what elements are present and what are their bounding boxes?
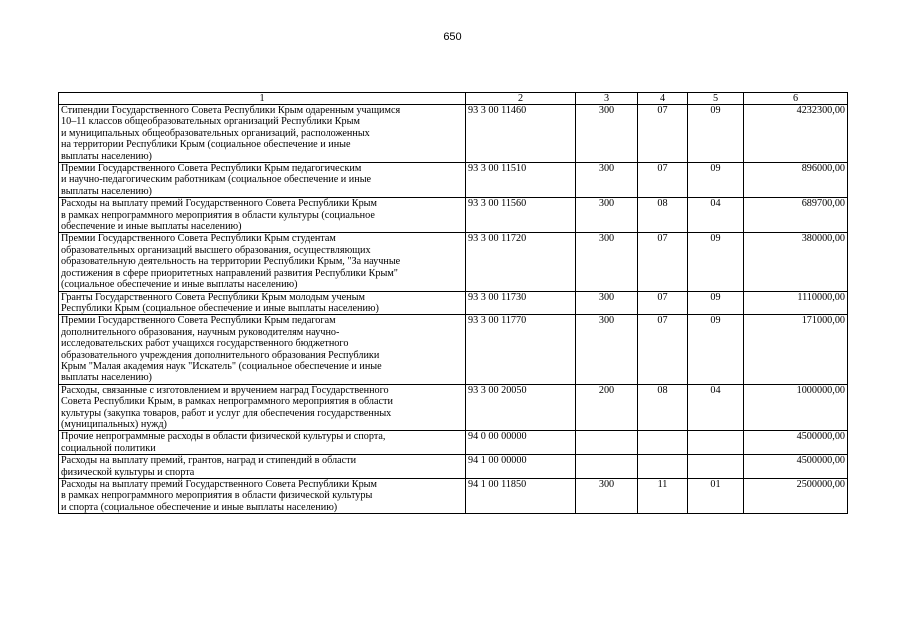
expense-type-cell: 300 — [576, 163, 638, 198]
table-header-row — [59, 93, 848, 105]
amount-cell: 896000,00 — [744, 163, 848, 198]
expense-name-cell: Премии Государственного Совета Республики Крым педагогическим и научно-педагогическим работникам (социальное обеспечение и иные выплаты населению) — [59, 163, 466, 198]
expense-type-cell: 300 — [576, 105, 638, 163]
section-cell — [638, 455, 688, 479]
amount-cell: 4232300,00 — [744, 105, 848, 163]
amount-cell: 1110000,00 — [744, 291, 848, 315]
classification-code-cell: 93 3 00 11770 — [466, 315, 576, 384]
section-cell: 07 — [638, 105, 688, 163]
classification-code-cell: 94 1 00 11850 — [466, 479, 576, 514]
expense-type-cell: 300 — [576, 479, 638, 514]
amount-cell: 380000,00 — [744, 233, 848, 291]
subsection-cell: 01 — [688, 479, 744, 514]
expense-name-cell: Гранты Государственного Совета Республики Крым молодым ученым Республики Крым (социальное обеспечение и иные выплаты населению) — [59, 291, 466, 315]
table-row — [59, 198, 848, 233]
table-row — [59, 315, 848, 384]
expense-name-cell: Стипендии Государственного Совета Республики Крым одаренным учащимся 10–11 классов общеобразовательных организаций Республики Крым и муниципальных общеобразовательных организаций, расположенных на территории Республики Крым (социальное обеспечение и иные выплаты населению) — [59, 105, 466, 163]
table-row — [59, 233, 848, 291]
classification-code-cell: 93 3 00 11730 — [466, 291, 576, 315]
table-row — [59, 431, 848, 455]
classification-code-cell: 93 3 00 11460 — [466, 105, 576, 163]
column-header: 2 — [466, 93, 576, 105]
table-row — [59, 291, 848, 315]
expense-type-cell: 300 — [576, 315, 638, 384]
classification-code-cell: 93 3 00 11560 — [466, 198, 576, 233]
expense-type-cell: 300 — [576, 198, 638, 233]
section-cell: 07 — [638, 315, 688, 384]
subsection-cell — [688, 455, 744, 479]
expense-name-cell: Расходы на выплату премий, грантов, наград и стипендий в области физической культуры и спорта — [59, 455, 466, 479]
subsection-cell: 09 — [688, 105, 744, 163]
section-cell: 07 — [638, 291, 688, 315]
table-row — [59, 163, 848, 198]
column-header: 5 — [688, 93, 744, 105]
expense-name-cell: Премии Государственного Совета Республики Крым студентам образовательных организаций высшего образования, осуществляющих образовательную деятельность на территории Республики Крым, "За научные достижения в сфере приоритетных направлений развития Республики Крым" (социальное обеспечение и иные выплаты населению) — [59, 233, 466, 291]
classification-code-cell: 94 1 00 00000 — [466, 455, 576, 479]
table-row — [59, 455, 848, 479]
subsection-cell: 09 — [688, 291, 744, 315]
section-cell — [638, 431, 688, 455]
expense-type-cell: 300 — [576, 233, 638, 291]
table-row — [59, 105, 848, 163]
page-number: 650 — [443, 31, 462, 43]
subsection-cell: 04 — [688, 198, 744, 233]
expense-name-cell: Расходы на выплату премий Государственного Совета Республики Крым в рамках непрограммного мероприятия в области физической культуры и спорта (социальное обеспечение и иные выплаты населению) — [59, 479, 466, 514]
classification-code-cell: 93 3 00 20050 — [466, 384, 576, 431]
amount-cell: 2500000,00 — [744, 479, 848, 514]
table-row — [59, 479, 848, 514]
expense-name-cell: Прочие непрограммные расходы в области физической культуры и спорта, социальной политики — [59, 431, 466, 455]
classification-code-cell: 93 3 00 11510 — [466, 163, 576, 198]
subsection-cell: 09 — [688, 163, 744, 198]
expense-type-cell: 300 — [576, 291, 638, 315]
budget-table — [58, 92, 848, 514]
section-cell: 08 — [638, 198, 688, 233]
section-cell: 11 — [638, 479, 688, 514]
amount-cell: 171000,00 — [744, 315, 848, 384]
expense-name-cell: Премии Государственного Совета Республики Крым педагогам дополнительного образования, научным руководителям научно- исследовательских работ учащихся государственного бюджетного образовательного учреждения дополнительного образования Республики Крым "Малая академия наук "Искатель" (социальное обеспечение и иные выплаты населению) — [59, 315, 466, 384]
column-header: 6 — [744, 93, 848, 105]
classification-code-cell: 93 3 00 11720 — [466, 233, 576, 291]
amount-cell: 4500000,00 — [744, 455, 848, 479]
column-header: 1 — [59, 93, 466, 105]
classification-code-cell: 94 0 00 00000 — [466, 431, 576, 455]
expense-type-cell — [576, 431, 638, 455]
section-cell: 08 — [638, 384, 688, 431]
column-header: 3 — [576, 93, 638, 105]
column-header: 4 — [638, 93, 688, 105]
amount-cell: 689700,00 — [744, 198, 848, 233]
subsection-cell — [688, 431, 744, 455]
section-cell: 07 — [638, 163, 688, 198]
expense-name-cell: Расходы на выплату премий Государственного Совета Республики Крым в рамках непрограммного мероприятия в области культуры (социальное обеспечение и иные выплаты населению) — [59, 198, 466, 233]
section-cell: 07 — [638, 233, 688, 291]
table-row — [59, 384, 848, 431]
amount-cell: 4500000,00 — [744, 431, 848, 455]
subsection-cell: 04 — [688, 384, 744, 431]
expense-name-cell: Расходы, связанные с изготовлением и вручением наград Государственного Совета Республики Крым, в рамках непрограммного мероприятия в области культуры (закупка товаров, работ и услуг для обеспечения государственных (муниципальных) нужд) — [59, 384, 466, 431]
subsection-cell: 09 — [688, 315, 744, 384]
subsection-cell: 09 — [688, 233, 744, 291]
expense-type-cell — [576, 455, 638, 479]
amount-cell: 1000000,00 — [744, 384, 848, 431]
expense-type-cell: 200 — [576, 384, 638, 431]
